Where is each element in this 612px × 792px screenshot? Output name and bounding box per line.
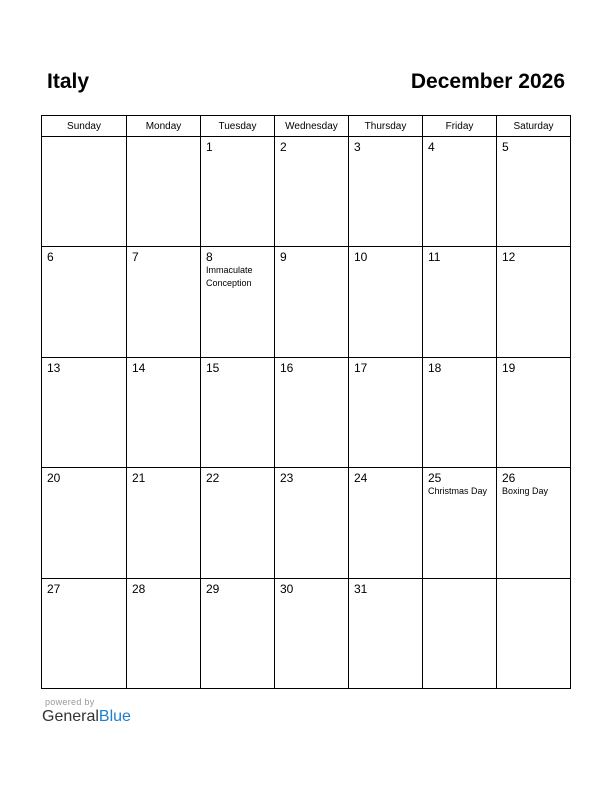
day-cell [201, 137, 275, 246]
day-cell [349, 247, 423, 356]
day-cell [201, 468, 275, 577]
week-row [42, 579, 570, 689]
day-number: 15 [206, 360, 220, 375]
week-row [42, 468, 570, 578]
brand-blue-text: Blue [98, 708, 131, 725]
weekday-sunday: Sunday [42, 116, 127, 136]
weekday-friday: Friday [423, 116, 497, 136]
week-row [42, 358, 570, 468]
day-cell [127, 247, 201, 356]
day-cell [127, 137, 201, 246]
day-cell [497, 137, 570, 246]
day-number: 10 [354, 250, 368, 265]
day-number: 19 [502, 360, 516, 375]
week-row [42, 247, 570, 357]
day-cell [423, 579, 497, 689]
day-number: 1 [206, 140, 213, 154]
day-number: 17 [354, 360, 368, 375]
week-row [42, 137, 570, 247]
day-cell [349, 358, 423, 467]
day-number: 29 [206, 581, 220, 596]
weekday-wednesday: Wednesday [275, 116, 349, 136]
day-number: 12 [502, 250, 516, 265]
day-cell [423, 358, 497, 467]
day-cell [42, 137, 127, 246]
holiday-label: Christmas Day [428, 486, 488, 497]
day-cell [201, 247, 275, 356]
day-cell [275, 468, 349, 577]
day-number: 3 [354, 140, 361, 154]
day-number: 2 [280, 140, 287, 154]
day-cell [497, 468, 570, 577]
day-cell [201, 579, 275, 689]
month-title: December 2026 [410, 70, 565, 93]
day-cell [127, 468, 201, 577]
day-number: 21 [132, 471, 146, 486]
brand-general-text: General [42, 708, 99, 725]
day-cell [497, 579, 570, 689]
day-cell [127, 358, 201, 467]
day-cell [423, 468, 497, 577]
day-cell [349, 468, 423, 577]
day-number: 27 [47, 581, 61, 596]
day-cell [497, 358, 570, 467]
day-number: 11 [428, 250, 441, 265]
day-cell [497, 247, 570, 356]
day-cell [349, 579, 423, 689]
powered-by-text: powered by [45, 697, 95, 707]
holiday-label: Boxing Day [502, 486, 549, 497]
footer-branding [42, 697, 131, 726]
day-number: 31 [354, 581, 368, 596]
day-number: 26 [502, 471, 516, 486]
day-number: 24 [354, 471, 368, 486]
day-cell [201, 358, 275, 467]
day-number: 25 [428, 471, 442, 486]
weekday-saturday: Saturday [513, 120, 554, 132]
day-cell [127, 579, 201, 689]
day-cell [42, 579, 127, 689]
day-cell [423, 247, 497, 356]
calendar-grid [41, 115, 571, 689]
day-number: 18 [428, 360, 442, 375]
day-number: 13 [47, 360, 61, 375]
day-cell [275, 579, 349, 689]
weekday-monday: Monday [127, 116, 201, 136]
day-number: 23 [280, 471, 294, 486]
day-cell [42, 247, 127, 356]
day-number: 16 [280, 360, 294, 375]
country-title: Italy [47, 70, 90, 93]
day-number: 9 [280, 250, 287, 265]
day-cell [349, 137, 423, 246]
day-cell [423, 137, 497, 246]
weekday-thursday: Thursday [349, 116, 423, 136]
day-cell [275, 137, 349, 246]
day-number: 5 [502, 140, 509, 154]
day-cell [275, 247, 349, 356]
day-cell [42, 468, 127, 577]
day-cell [42, 358, 127, 467]
day-cell [275, 358, 349, 467]
weekday-tuesday: Tuesday [201, 116, 275, 136]
day-number: 22 [206, 471, 220, 486]
weekday-header-row [42, 116, 570, 137]
day-number: 20 [47, 471, 61, 486]
day-number: 7 [132, 250, 139, 265]
day-number: 4 [428, 140, 435, 154]
generalblue-logo[interactable] [42, 708, 131, 726]
day-number: 8 [206, 250, 213, 265]
day-number: 30 [280, 581, 294, 596]
day-number: 14 [132, 360, 146, 375]
day-number: 28 [132, 581, 146, 596]
day-number: 6 [47, 250, 54, 265]
holiday-label: Immaculate Conception [206, 265, 253, 289]
